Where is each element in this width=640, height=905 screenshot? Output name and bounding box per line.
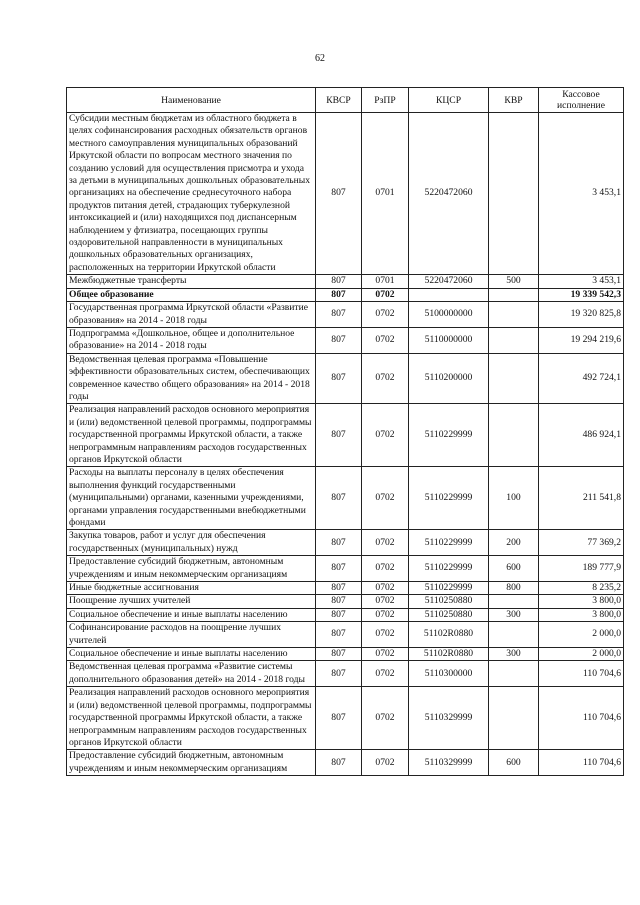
table-row bbox=[67, 582, 624, 595]
cell-name: Ведомственная целевая программа «Повышение эффективности образовательных систем, обеспечивающих современное качество общего образования» на 2014 - 2018 годы bbox=[67, 353, 316, 404]
cell-kcsr: 5110229999 bbox=[409, 404, 489, 467]
cell-sum: 486 924,1 bbox=[539, 404, 624, 467]
cell-rzpr: 0702 bbox=[362, 302, 409, 328]
header-kcsr: КЦСР bbox=[409, 88, 489, 113]
cell-name: Социальное обеспечение и иные выплаты населению bbox=[67, 608, 316, 621]
cell-sum: 3 800,0 bbox=[539, 608, 624, 621]
cell-name: Государственная программа Иркутской области «Развитие образования» на 2014 - 2018 годы bbox=[67, 302, 316, 328]
cell-sum: 77 369,2 bbox=[539, 530, 624, 556]
cell-kvsr: 807 bbox=[316, 467, 362, 530]
cell-kvr: 600 bbox=[489, 750, 539, 776]
cell-kcsr: 5110250880 bbox=[409, 608, 489, 621]
cell-name: Поощрение лучших учителей bbox=[67, 595, 316, 608]
cell-rzpr: 0702 bbox=[362, 530, 409, 556]
cell-kvsr: 807 bbox=[316, 404, 362, 467]
cell-kvsr: 807 bbox=[316, 582, 362, 595]
cell-sum: 492 724,1 bbox=[539, 353, 624, 404]
table-row bbox=[67, 353, 624, 404]
cell-rzpr: 0702 bbox=[362, 661, 409, 687]
cell-kvsr: 807 bbox=[316, 687, 362, 750]
cell-name: Межбюджетные трансферты bbox=[67, 275, 316, 288]
cell-kvsr: 807 bbox=[316, 750, 362, 776]
cell-kcsr: 5110300000 bbox=[409, 661, 489, 687]
table-row bbox=[67, 467, 624, 530]
table-header-row bbox=[67, 88, 624, 113]
table-row bbox=[67, 750, 624, 776]
table-row bbox=[67, 275, 624, 288]
cell-kvr bbox=[489, 288, 539, 301]
cell-rzpr: 0702 bbox=[362, 582, 409, 595]
cell-name: Закупка товаров, работ и услуг для обеспечения государственных (муниципальных) нужд bbox=[67, 530, 316, 556]
cell-rzpr: 0702 bbox=[362, 353, 409, 404]
cell-rzpr: 0702 bbox=[362, 467, 409, 530]
table-row bbox=[67, 661, 624, 687]
cell-kvr: 300 bbox=[489, 608, 539, 621]
table-row bbox=[67, 608, 624, 621]
cell-kvsr: 807 bbox=[316, 275, 362, 288]
cell-kvr: 600 bbox=[489, 556, 539, 582]
cell-kvsr: 807 bbox=[316, 302, 362, 328]
cell-kcsr: 51102R0880 bbox=[409, 648, 489, 661]
cell-name: Предоставление субсидий бюджетным, автономным учреждениям и иным некоммерческим организациям bbox=[67, 750, 316, 776]
table-row bbox=[67, 556, 624, 582]
cell-rzpr: 0701 bbox=[362, 113, 409, 275]
header-sum: Кассовое исполнение bbox=[539, 88, 624, 113]
table-row bbox=[67, 288, 624, 301]
cell-kcsr: 51102R0880 bbox=[409, 622, 489, 648]
cell-kcsr: 5220472060 bbox=[409, 113, 489, 275]
cell-sum: 19 294 219,6 bbox=[539, 327, 624, 353]
cell-kvr bbox=[489, 404, 539, 467]
cell-kcsr: 5220472060 bbox=[409, 275, 489, 288]
cell-rzpr: 0702 bbox=[362, 327, 409, 353]
cell-rzpr: 0702 bbox=[362, 288, 409, 301]
cell-sum: 2 000,0 bbox=[539, 648, 624, 661]
cell-rzpr: 0702 bbox=[362, 687, 409, 750]
cell-kcsr bbox=[409, 288, 489, 301]
cell-kvr: 200 bbox=[489, 530, 539, 556]
table-row bbox=[67, 113, 624, 275]
cell-kvr: 500 bbox=[489, 275, 539, 288]
cell-kvr bbox=[489, 661, 539, 687]
cell-kcsr: 5110229999 bbox=[409, 582, 489, 595]
cell-sum: 3 453,1 bbox=[539, 113, 624, 275]
cell-rzpr: 0702 bbox=[362, 648, 409, 661]
budget-table bbox=[66, 87, 624, 776]
cell-name: Реализация направлений расходов основного мероприятия и (или) ведомственной целевой программы, подпрограммы государственной программы Иркутской области, а также непрограммным направлениям расходов государственных органов Иркутской области bbox=[67, 687, 316, 750]
header-kvsr: КВСР bbox=[316, 88, 362, 113]
cell-sum: 2 000,0 bbox=[539, 622, 624, 648]
cell-sum: 8 235,2 bbox=[539, 582, 624, 595]
cell-name: Ведомственная целевая программа «Развитие системы дополнительного образования детей» на 2014 - 2018 годы bbox=[67, 661, 316, 687]
cell-kvr bbox=[489, 113, 539, 275]
cell-name: Подпрограмма «Дошкольное, общее и дополнительное образование» на 2014 - 2018 годы bbox=[67, 327, 316, 353]
cell-kcsr: 5110229999 bbox=[409, 556, 489, 582]
cell-kvsr: 807 bbox=[316, 556, 362, 582]
cell-kcsr: 5110250880 bbox=[409, 595, 489, 608]
cell-rzpr: 0702 bbox=[362, 404, 409, 467]
cell-kvr: 100 bbox=[489, 467, 539, 530]
header-name: Наименование bbox=[67, 88, 316, 113]
table-row bbox=[67, 595, 624, 608]
table-row bbox=[67, 648, 624, 661]
cell-kvr: 800 bbox=[489, 582, 539, 595]
cell-rzpr: 0702 bbox=[362, 556, 409, 582]
cell-kvsr: 807 bbox=[316, 327, 362, 353]
cell-rzpr: 0702 bbox=[362, 750, 409, 776]
cell-kvr bbox=[489, 353, 539, 404]
cell-name: Предоставление субсидий бюджетным, автономным учреждениям и иным некоммерческим организациям bbox=[67, 556, 316, 582]
cell-kcsr: 5110229999 bbox=[409, 467, 489, 530]
cell-kvsr: 807 bbox=[316, 113, 362, 275]
cell-sum: 189 777,9 bbox=[539, 556, 624, 582]
cell-name: Иные бюджетные ассигнования bbox=[67, 582, 316, 595]
cell-sum: 3 800,0 bbox=[539, 595, 624, 608]
cell-rzpr: 0702 bbox=[362, 608, 409, 621]
cell-name: Расходы на выплаты персоналу в целях обеспечения выполнения функций государственными (муниципальными) органами, казенными учреждениями, органами управления государственными внебюджетными фондами bbox=[67, 467, 316, 530]
cell-sum: 110 704,6 bbox=[539, 661, 624, 687]
cell-sum: 19 320 825,8 bbox=[539, 302, 624, 328]
cell-sum: 211 541,8 bbox=[539, 467, 624, 530]
cell-kvr bbox=[489, 327, 539, 353]
cell-kcsr: 5110329999 bbox=[409, 750, 489, 776]
cell-kcsr: 5110000000 bbox=[409, 327, 489, 353]
cell-sum: 110 704,6 bbox=[539, 687, 624, 750]
cell-kvsr: 807 bbox=[316, 353, 362, 404]
header-rzpr: РзПР bbox=[362, 88, 409, 113]
cell-kvsr: 807 bbox=[316, 530, 362, 556]
table-row bbox=[67, 327, 624, 353]
page-number: 62 bbox=[315, 53, 325, 64]
cell-name: Общее образование bbox=[67, 288, 316, 301]
cell-rzpr: 0702 bbox=[362, 595, 409, 608]
cell-name: Реализация направлений расходов основного мероприятия и (или) ведомственной целевой программы, подпрограммы государственной программы Иркутской области, а также непрограммным направлениям расходов государственных органов Иркутской области bbox=[67, 404, 316, 467]
cell-kcsr: 5110329999 bbox=[409, 687, 489, 750]
table-row bbox=[67, 530, 624, 556]
cell-kvsr: 807 bbox=[316, 648, 362, 661]
cell-kvr bbox=[489, 595, 539, 608]
cell-name: Субсидии местным бюджетам из областного бюджета в целях софинансирования расходных обязательств органов местного самоуправления муниципальных образований Иркутской области по вопросам местного значения по созданию условий для осуществления присмотра и ухода за детьми в муниципальных дошкольных образовательных организациях на обеспечение среднесуточного набора продуктов питания детей, страдающих туберкулезной интоксикацией и (или) находящихся под диспансерным наблюдением у фтизиатра, посещающих группы оздоровительной направленности в муниципальных дошкольных образовательных организациях, расположенных на территории Иркутской области bbox=[67, 113, 316, 275]
table-row bbox=[67, 302, 624, 328]
cell-kvr bbox=[489, 687, 539, 750]
table-row bbox=[67, 622, 624, 648]
cell-kcsr: 5110229999 bbox=[409, 530, 489, 556]
cell-name: Софинансирование расходов на поощрение лучших учителей bbox=[67, 622, 316, 648]
header-kvr: КВР bbox=[489, 88, 539, 113]
cell-rzpr: 0701 bbox=[362, 275, 409, 288]
cell-sum: 19 339 542,3 bbox=[539, 288, 624, 301]
cell-kvsr: 807 bbox=[316, 608, 362, 621]
cell-sum: 110 704,6 bbox=[539, 750, 624, 776]
table-row bbox=[67, 687, 624, 750]
cell-kvr: 300 bbox=[489, 648, 539, 661]
cell-name: Социальное обеспечение и иные выплаты населению bbox=[67, 648, 316, 661]
cell-kvr bbox=[489, 622, 539, 648]
cell-kvsr: 807 bbox=[316, 595, 362, 608]
cell-kvsr: 807 bbox=[316, 288, 362, 301]
cell-sum: 3 453,1 bbox=[539, 275, 624, 288]
cell-kcsr: 5100000000 bbox=[409, 302, 489, 328]
cell-kvsr: 807 bbox=[316, 661, 362, 687]
table-row bbox=[67, 404, 624, 467]
cell-kcsr: 5110200000 bbox=[409, 353, 489, 404]
cell-kvsr: 807 bbox=[316, 622, 362, 648]
cell-kvr bbox=[489, 302, 539, 328]
cell-rzpr: 0702 bbox=[362, 622, 409, 648]
